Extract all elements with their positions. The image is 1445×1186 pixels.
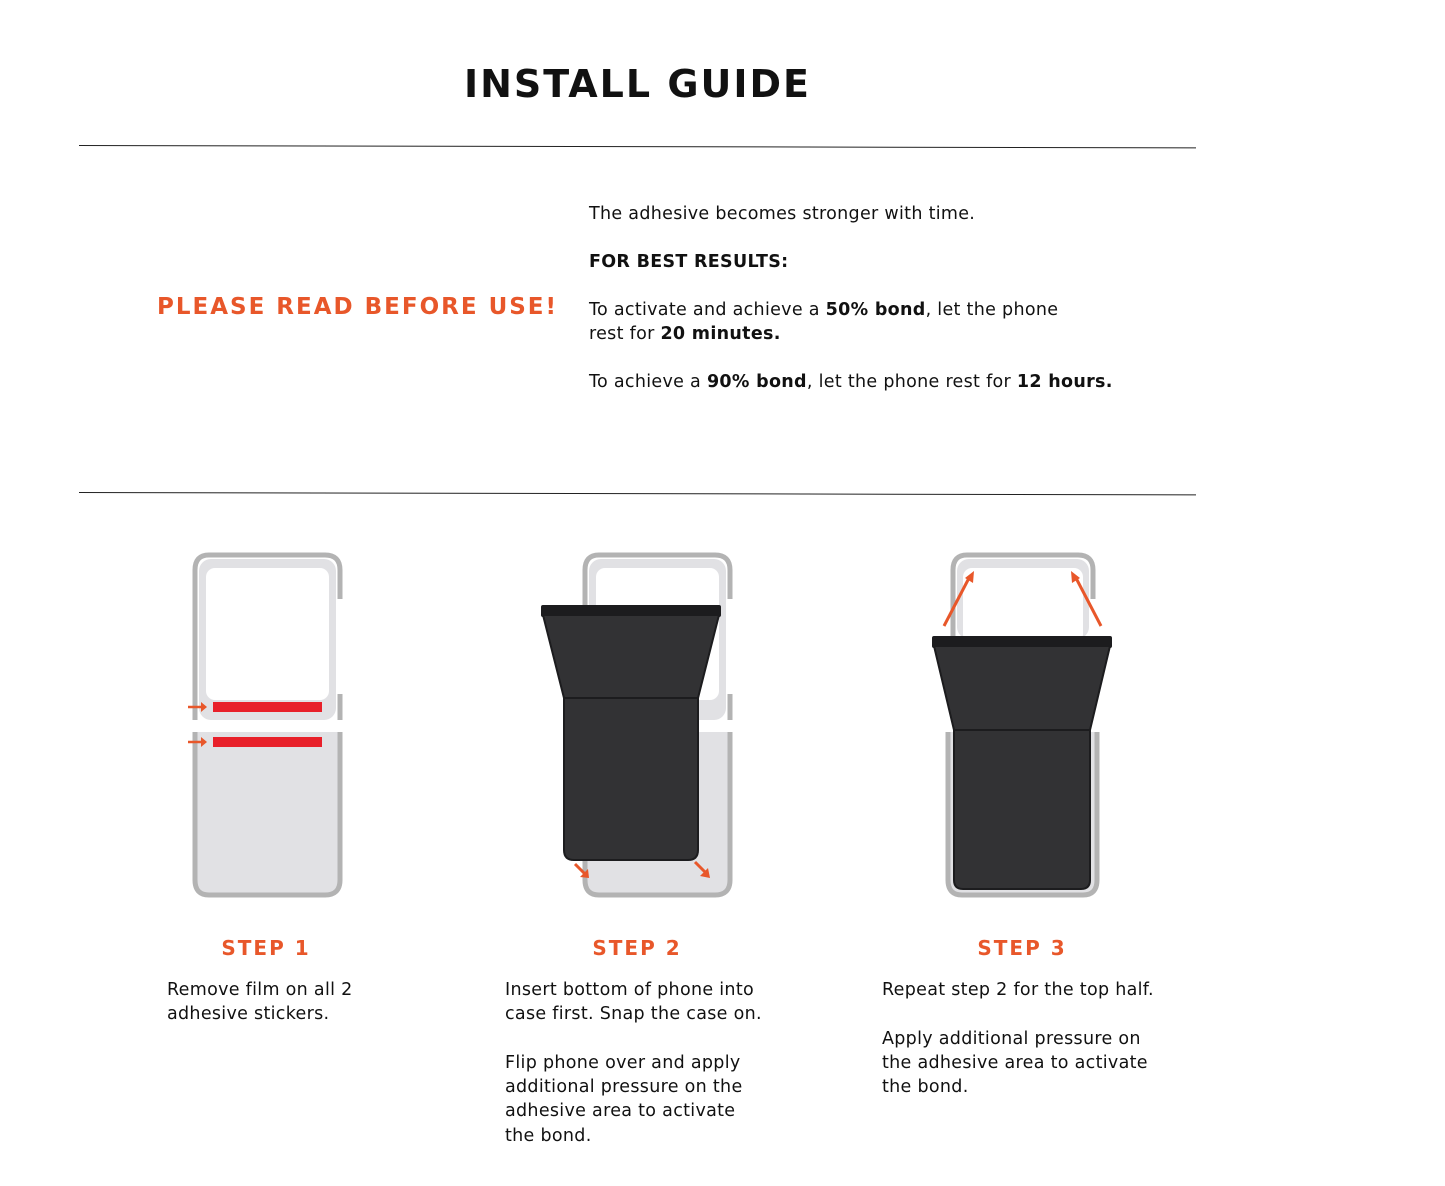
step1-heading: STEP 1 [221, 936, 311, 960]
step1-line: Remove film on all 2 [167, 980, 353, 1000]
step2-line: additional pressure on the [505, 1077, 743, 1098]
best-results-heading: FOR BEST RESULTS: [589, 252, 789, 272]
step2-line: the bond. [505, 1125, 592, 1146]
step2-instructions [505, 978, 762, 1148]
step3-line: the adhesive area to activate [882, 1052, 1148, 1073]
step2-line: adhesive area to activate [505, 1101, 736, 1122]
bond-50-text: To activate and achieve a 50% bond, let the phone [589, 300, 1059, 320]
adhesive-sticker-bottom [213, 737, 322, 747]
case-bottom-half [195, 732, 340, 895]
step3-line: the bond. [882, 1077, 969, 1098]
case-top-half [953, 555, 1093, 643]
step3-line: Repeat step 2 for the top half. [882, 980, 1154, 1000]
bond-notes [589, 202, 1149, 394]
bond-90-text: To achieve a 90% bond, let the phone rest for 12 hours. [589, 372, 1113, 392]
adhesive-sticker-top [213, 702, 322, 712]
middle-divider [79, 492, 1196, 495]
step2-line: case first. Snap the case on. [505, 1004, 762, 1025]
phone-seated [932, 636, 1112, 889]
step3-instructions [882, 978, 1154, 1099]
warning-heading: PLEASE READ BEFORE USE! [157, 294, 559, 320]
step2-illustration [530, 548, 750, 903]
bond-50-time: rest for 20 minutes. [589, 324, 781, 344]
page-title: INSTALL GUIDE [463, 62, 812, 106]
step3-line: Apply additional pressure on [882, 1028, 1141, 1049]
step1-illustration [180, 548, 355, 903]
intro-text: The adhesive becomes stronger with time. [589, 204, 976, 224]
case-top-half [195, 555, 340, 720]
step3-heading: STEP 3 [977, 936, 1067, 960]
phone-inserting [541, 605, 721, 860]
step2-line: Flip phone over and apply [505, 1052, 741, 1073]
top-divider [79, 145, 1196, 148]
step1-line: adhesive stickers. [167, 1004, 330, 1025]
step2-line: Insert bottom of phone into [505, 980, 754, 1000]
step2-heading: STEP 2 [592, 936, 682, 960]
step1-instructions [167, 978, 353, 1027]
step3-illustration [925, 548, 1125, 903]
